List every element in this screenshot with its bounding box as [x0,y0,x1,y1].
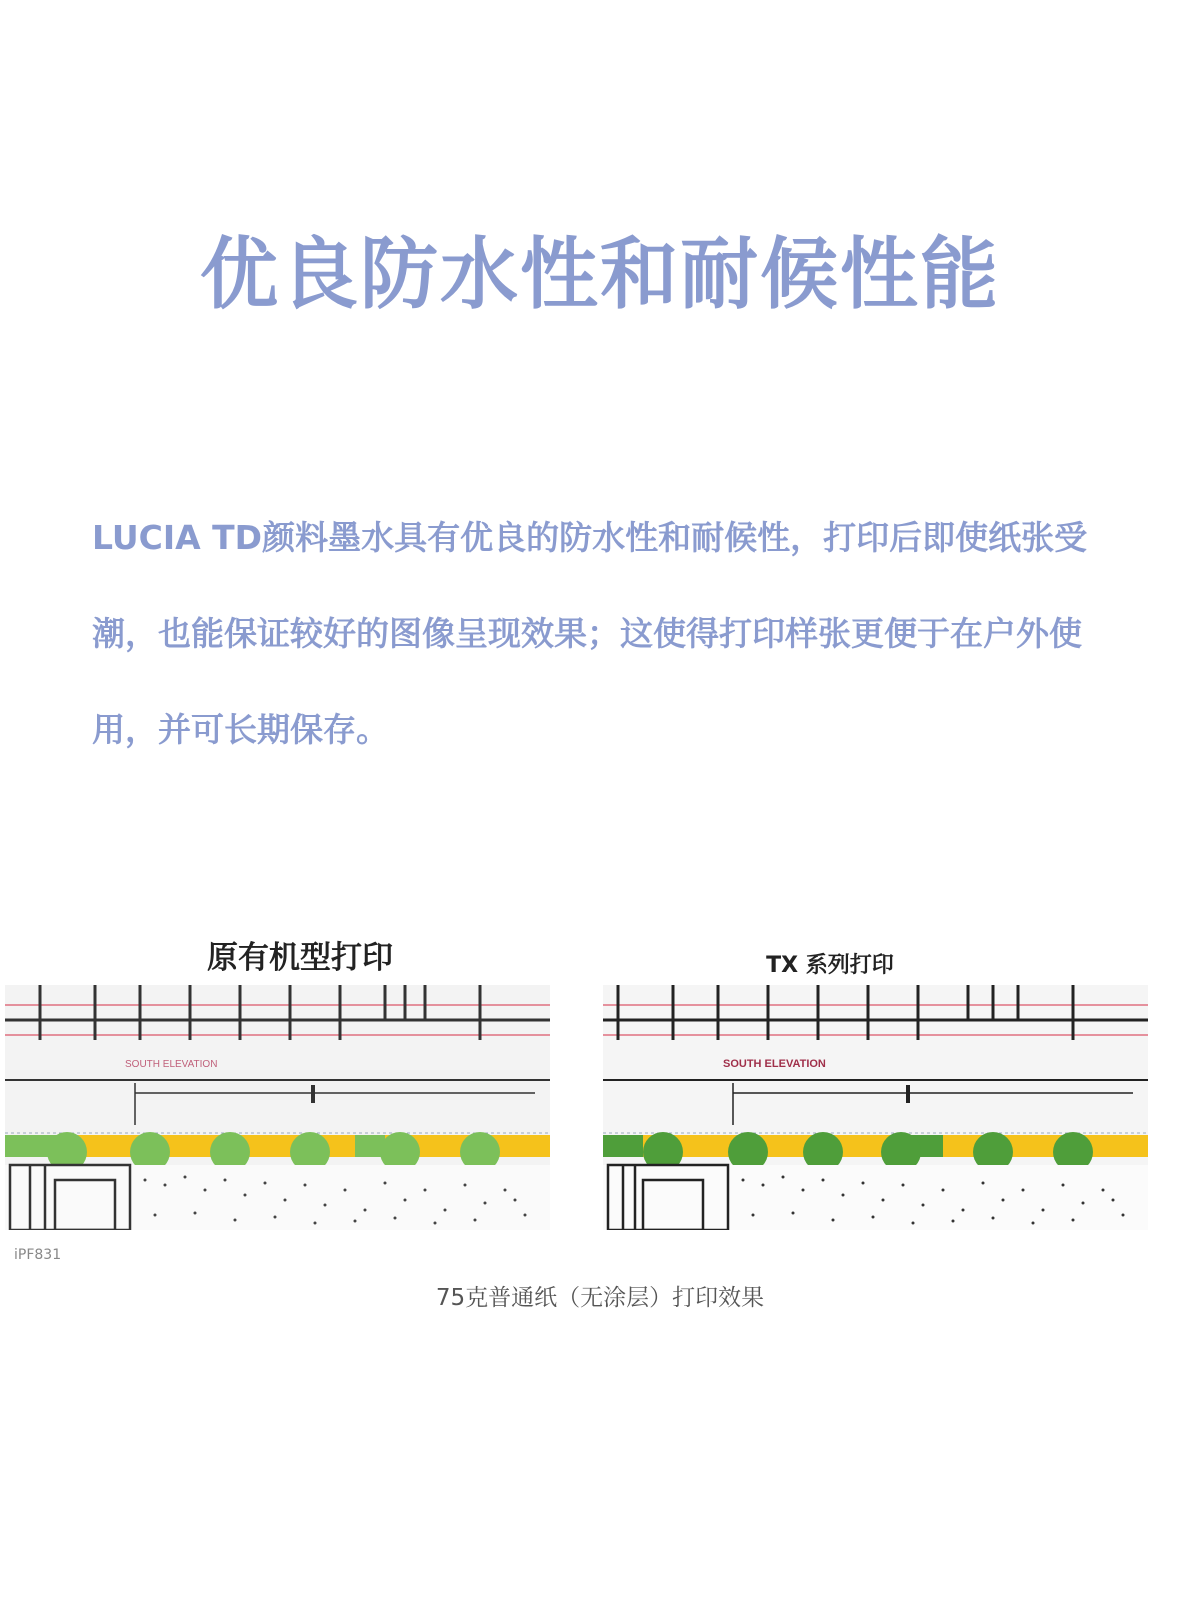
model-note: iPF831 [14,1247,62,1263]
right-sample-label: TX 系列打印 [766,953,894,978]
left-sample-label: 原有机型打印 [207,940,393,976]
comparison-caption: 75克普通纸（无涂层）打印效果 [435,1285,765,1311]
page-title: 优良防水性和耐候性能 [199,230,1000,320]
right-print-sample-image [603,985,1148,1230]
drawing-text-left: SOUTH ELEVATION [125,1059,218,1070]
drawing-text-right: SOUTH ELEVATION [723,1058,826,1070]
left-print-sample-image [5,985,550,1230]
description-text: LUCIA TD颜料墨水具有优良的防水性和耐候性，打印后即使纸张受潮，也能保证较好的图像呈现效果；这使得打印样张更便于在户外使用，并可长期保存。 [92,518,1088,749]
